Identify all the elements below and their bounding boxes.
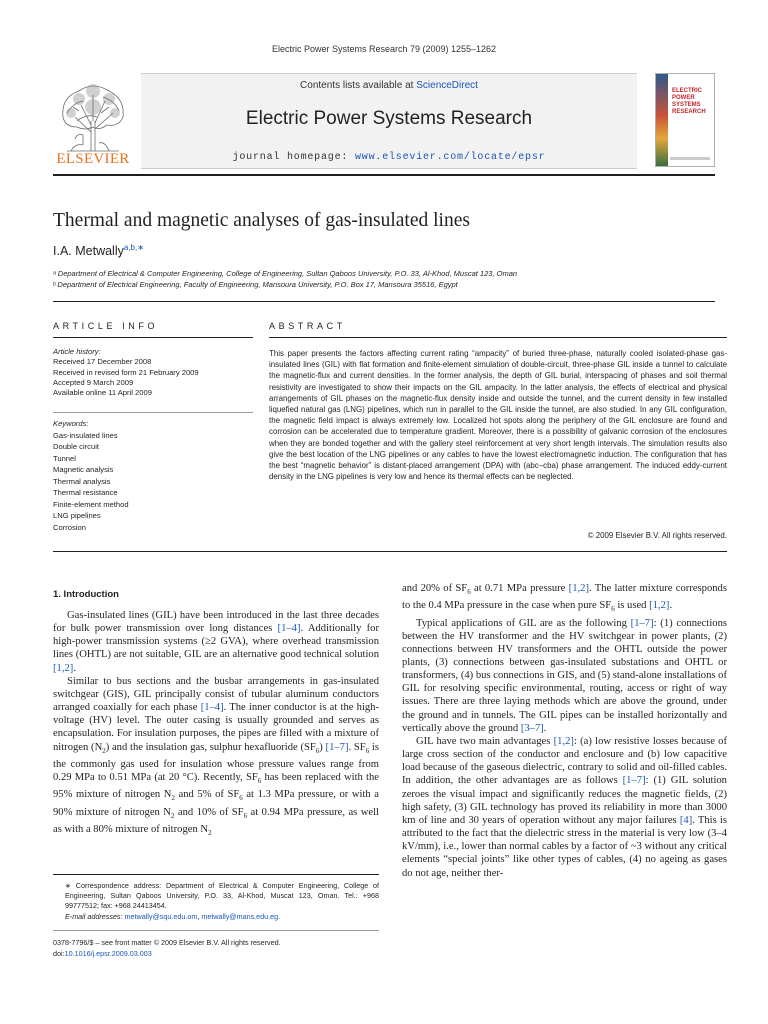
paragraph: Gas-insulated lines (GIL) have been introduced in the last three decades for bulk power transmission over long distances [1–4]. Additionally for high-power transmission systems (≥2 GVA), where overhead transmission lines (OHTL) are not suitable, GIL are an alternative good technical solution [1,2]. — [53, 610, 379, 674]
history-accepted: Accepted 9 March 2009 — [53, 377, 134, 387]
citation-link[interactable]: [3–7] — [520, 722, 544, 734]
body-rule — [53, 551, 727, 552]
publisher-name: ELSEVIER — [56, 151, 130, 167]
doi-link[interactable]: 10.1016/j.epsr.2009.03.003 — [64, 949, 152, 958]
affiliation-a: ᵃ Department of Electrical & Computer Engineering, College of Engineering, Sultan Qaboos University, P.O. 33, Al-Khod, Muscat 123, Oman — [53, 269, 518, 278]
email-link-squ[interactable]: metwally@squ.edu.om — [124, 911, 198, 921]
keyword-item: Thermal analysis — [53, 476, 111, 486]
history-revised: Received in revised form 21 February 2009 — [53, 367, 199, 377]
issn-line: 0378-7796/$ – see front matter © 2009 Elsevier B.V. All rights reserved. — [53, 938, 281, 947]
paragraph: GIL have two main advantages [1,2]: (a) low resistive losses because of large cross section of the conductor and enclosure and (b) low capacitive load because of the gaseous dielectric, contrary to solid and oil-filled cables. In addition, the other advantages are as follows [1–7]: (1) GIL solution zeroes the visual impact and significantly reduces the magnetic fields, (2) high safety, (3) GIL technology has proved its reliability in more than 3000 km of line and 30 years of operation without any major failures [4]. This is attributed to the fact that the dielectric stress in the material is very low (3–4 kV/mm), i.e., lower than normal cables by a factor of ~3 without any critical elements “special joints” like other types of cables, (4) no ageing as gases do not age, neither ther- — [402, 735, 727, 879]
email-link-mans[interactable]: metwally@mans.edu.eg — [201, 911, 279, 921]
contents-prefix: Contents lists available at — [300, 80, 414, 91]
citation-link[interactable]: [1,2] — [568, 583, 589, 594]
keywords-rule — [53, 412, 253, 413]
abstract-text: This paper presents the factors affecting current rating “ampacity” of buried three-phase, naturally cooled isolated-phase gas-insulated lines (GIL) with flat formation and finite-element simulation of double-circuit, three-phase GIL inside a tunnel to calculate the magnetic-flux and current densities. In the former analysis, the depth of GIL burial, interspacing of phases and soil thermal resistivity are investigated to show their impacts on the GIL ampacity. In the latter analysis, the effects of electrical and physical arrangements of GIL phases on the magnetic-flux density inside and outside the tunnel, and the current density in few installed liquefied natural gas (LNG) pipelines, which run in parallel to the GIL inside the tunnel, are also studied. In any GIL configuration, the magnetic field impact is always extremely low. Localized hot spots along the periphery of the GIL enclosure are found and corrosion can be accelerated due to temperature gradient. Moreover, there is a possibility of galvanic corrosion of the enclosures when they are bonded together and with the gallery steel reinforcement at very short length intervals. The simulation results also give the best location of the LNG pipelines or any cables to have the lowest electromagnetic induction. The configuration that has the best “magnetic behavior” is distant-placed arrangement (DPA) with (abc–cba) phase arrangement. The induced eddy-current density in the LNG pipelines is very low and hence its thermal effects can be neglected. — [269, 349, 727, 482]
footnote-mark: ∗ — [65, 881, 72, 890]
article-info-heading: ARTICLE INFO — [53, 321, 159, 331]
history-received: Received 17 December 2008 — [53, 357, 152, 367]
footnote-rule — [53, 874, 379, 875]
journal-homepage-link[interactable]: www.elsevier.com/locate/epsr — [355, 152, 546, 163]
citation-link[interactable]: [1–4] — [200, 702, 224, 714]
journal-citation: Electric Power Systems Research 79 (2009) 1255–1262 — [271, 44, 497, 54]
article-info-rule — [53, 337, 253, 338]
citation-link[interactable]: [1–7] — [622, 775, 646, 787]
affiliation-b: ᵇ Department of Electrical Engineering, Faculty of Engineering, Mansoura University, P.O. Box 17, Mansoura 35516, Egypt — [53, 280, 458, 289]
front-matter-rule — [53, 930, 379, 931]
paragraph: Typical applications of GIL are as the following [1–7]: (1) connections between the HV transformer and the HV switchgear in power plants, (2) connections between HV transformers and the OHTL outside the power plants, (3) connections between gas-insulated substations and OHTL or transformers, (4) bus connections in GIS, and (5) stand-alone installations of GIL for resolving specific environmental, routing, access or right of way issues. There are three laying methods which are above the ground, under the ground and in tunnels. The GIL pipes can be installed horizontally and vertically above the ground [3–7]. — [402, 617, 727, 734]
keyword-item: Finite-element method — [53, 499, 129, 509]
citation-link[interactable]: [1,2] — [53, 662, 74, 674]
citation-link[interactable]: [1,2] — [553, 735, 574, 747]
correspondence-address: ∗ Correspondence address: Department of Electrical & Computer Engineering, College of Engineering, Sultan Qaboos University, P.O. 33, Al-Khod, Muscat 123, Oman. Tel.: +968 99777512; fax: +968 24413454. — [65, 881, 379, 911]
author-name: I.A. Metwally — [53, 244, 124, 259]
author-line — [53, 243, 144, 258]
citation-link[interactable]: [4] — [679, 814, 693, 826]
copyright-notice: © 2009 Elsevier B.V. All rights reserved. — [587, 531, 727, 540]
email-addresses: E-mail addresses: metwally@squ.edu.om, metwally@mans.edu.eg. — [65, 911, 281, 921]
journal-banner — [141, 73, 637, 169]
abstract-rule — [269, 337, 727, 338]
keyword-item: Double circuit — [53, 442, 100, 451]
header-rule — [53, 174, 715, 176]
journal-masthead — [53, 73, 715, 169]
correspondence-footnote — [53, 881, 379, 922]
paragraph: Similar to bus sections and the busbar arrangements in gas-insulated switchgear (GIS), GIL principally consist of tubular aluminum conductors arranged coaxially for each phase [1–4]. The inner conductor is at the high-voltage (HV) level. The outer casing is usually grounded and serves as encapsulation. For insulation purposes, the pipes are filled with a mixture of nitrogen $(N_2)$ and the insulation gas, sulphur hexafluoride $(SF_6)$ [1–7]. $SF_6$ is the commonly gas used for insulation whose pressure values range from 0.29 MPa to 0.51 MPa (at 20 °C). Recently, $SF_6$ has been replaced with the 95% mixture of nitrogen $N_2$ and 5% of $SF_6$ at 1.3 MPa pressure, or with a 90% mixture of nitrogen $N_2$ and 10% of $SF_6$ at 0.94 MPa pressure, as well as with a 80% mixture of nitrogen $N_2$ — [53, 675, 380, 837]
history-online: Available online 11 April 2009 — [53, 388, 152, 398]
article-history — [53, 347, 253, 398]
keywords-list — [53, 418, 253, 533]
homepage-label: journal homepage: — [232, 152, 349, 163]
author-affiliation-marks[interactable]: a,b,∗ — [123, 243, 144, 252]
cover-decoration — [670, 157, 710, 160]
paragraph: and 20% of $SF_6$ at 0.71 MPa pressure [1,2]. The latter mixture corresponds to the 0.4 MPa pressure in the case when pure $SF_6$ is used [1,2]. — [402, 583, 727, 614]
keywords-label: Keywords: — [53, 419, 89, 428]
section-heading-introduction: 1. Introduction — [53, 589, 119, 600]
keyword-item: Thermal resistance — [53, 488, 118, 497]
citation-link[interactable]: [1–4] — [277, 623, 301, 635]
body-column-right — [402, 582, 727, 880]
keyword-item: Tunnel — [53, 453, 76, 463]
keyword-item: Gas-insulated lines — [53, 430, 118, 440]
keyword-item: Magnetic analysis — [53, 465, 114, 474]
cover-title: ELECTRIC POWER SYSTEMS RESEARCH — [672, 88, 706, 115]
sciencedirect-link[interactable]: ScienceDirect — [416, 80, 478, 91]
section-rule — [53, 301, 715, 302]
cover-color-strip — [656, 74, 668, 166]
body-column-left — [53, 609, 379, 840]
abstract-heading: ABSTRACT — [269, 321, 346, 331]
keyword-item: Corrosion — [53, 522, 86, 532]
journal-title: Electric Power Systems Research — [245, 108, 533, 129]
article-title: Thermal and magnetic analyses of gas-insulated lines — [53, 210, 470, 231]
journal-homepage — [141, 152, 637, 163]
citation-link[interactable]: [1–7] — [325, 741, 349, 753]
journal-cover-thumbnail — [655, 73, 715, 167]
keyword-item: LNG pipelines — [53, 511, 101, 520]
contents-availability — [141, 80, 637, 91]
citation-link[interactable]: [1,2] — [649, 600, 670, 612]
citation-link[interactable]: [1–7] — [630, 617, 654, 629]
history-label: Article history: — [53, 347, 101, 356]
doi-line: doi:10.1016/j.epsr.2009.03.003 — [53, 949, 152, 958]
